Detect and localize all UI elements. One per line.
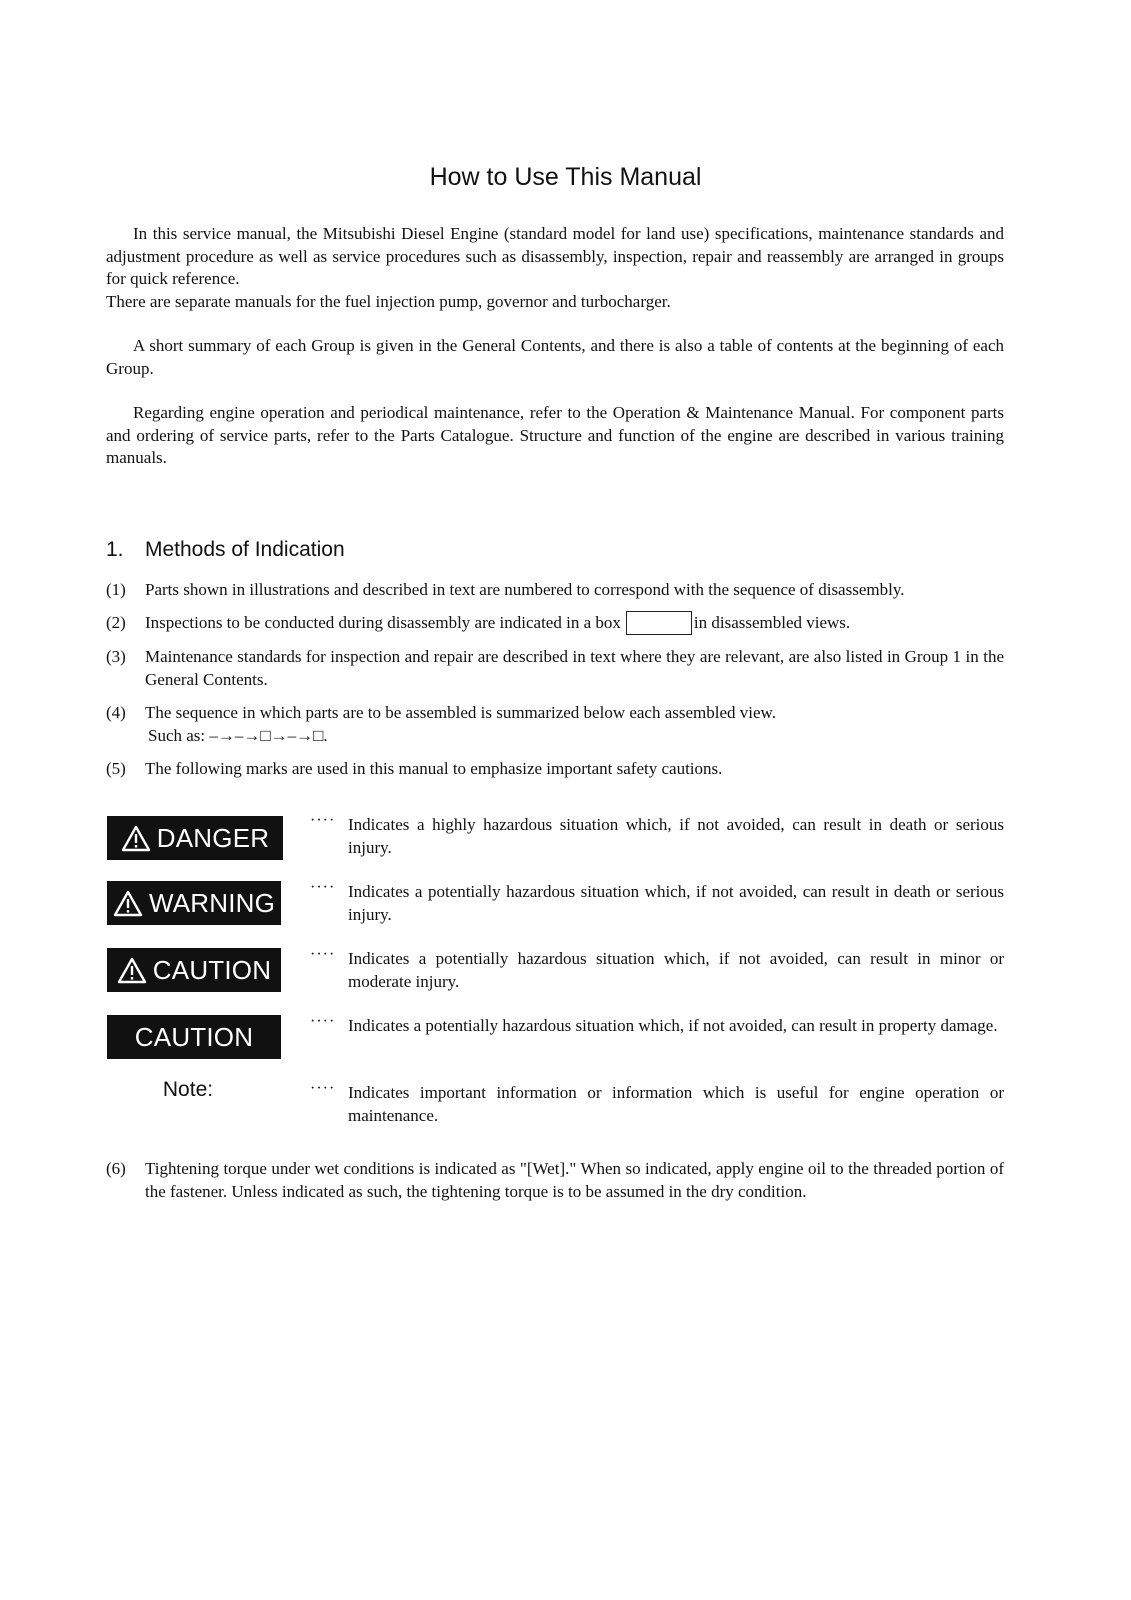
- section-heading: [106, 538, 345, 562]
- leader-dots: ····: [310, 879, 336, 896]
- section-title: Methods of Indication: [145, 538, 345, 561]
- item-text-before: Inspections to be conducted during disassembly are indicated in a box: [145, 613, 621, 632]
- mark-text: Indicates a potentially hazardous situation which, if not avoided, can result in minor or moderate injury.: [348, 949, 1004, 991]
- warning-triangle-icon: [117, 957, 147, 984]
- list-item-1: [106, 579, 1004, 602]
- warning-triangle-icon: [113, 890, 143, 917]
- caution-property-badge: [107, 1015, 281, 1059]
- caution-property-description: [310, 1015, 1004, 1038]
- intro-paragraph-3: Regarding engine operation and periodical maintenance, refer to the Operation & Maintenance Manual. For component parts and ordering of service parts, refer to the Parts Catalogue. Structure and function of the engine are described in various training manuals.: [106, 403, 1004, 467]
- list-item-4: [106, 702, 1004, 747]
- item-number: (4): [106, 703, 126, 722]
- item-number: (1): [106, 580, 126, 599]
- badge-label: CAUTION: [134, 1021, 254, 1052]
- danger-description: [310, 814, 1004, 859]
- badge-label: DANGER: [156, 822, 270, 853]
- list-item-2: [106, 612, 1004, 636]
- list-item-5: [106, 758, 1004, 781]
- caution-badge: [107, 948, 281, 992]
- intro-text-1: In this service manual, the Mitsubishi Diesel Engine (standard model for land use) specifications, maintenance standards and adjustment procedure as well as service procedures such as disassembly, inspection, repair and reassembly are arranged in groups for quick reference.: [106, 224, 1004, 288]
- mark-text: Indicates a potentially hazardous situation which, if not avoided, can result in death or serious injury.: [348, 882, 1004, 924]
- note-label: Note:: [162, 1078, 214, 1101]
- danger-badge: [107, 816, 283, 860]
- intro-text-1b: There are separate manuals for the fuel injection pump, governor and turbocharger.: [106, 291, 671, 311]
- item-number: (6): [106, 1159, 126, 1178]
- badge-label: CAUTION: [152, 954, 272, 985]
- section-number: 1.: [106, 538, 124, 561]
- assembly-sequence: Such as: ‒→‒→□→‒→□.: [148, 725, 328, 745]
- leader-dots: ····: [310, 1013, 336, 1030]
- intro-paragraph-2: A short summary of each Group is given in the General Contents, and there is also a table of contents at the beginning of each Group.: [106, 336, 1004, 378]
- warning-badge: [107, 881, 281, 925]
- item-text: Tightening torque under wet conditions is indicated as "[Wet]." When so indicated, apply engine oil to the threaded portion of the fastener. Unless indicated as such, the tightening torque is to be assumed in the dry condition.: [145, 1159, 1004, 1201]
- leader-dots: ····: [310, 812, 336, 829]
- leader-dots: ····: [310, 946, 336, 963]
- list-item-6: [106, 1158, 1004, 1203]
- item-text: [145, 612, 1004, 636]
- item-text: [145, 702, 1004, 747]
- mark-text: Indicates important information or information which is useful for engine operation or maintenance.: [348, 1083, 1004, 1125]
- item-text-after: in disassembled views.: [693, 613, 851, 632]
- warning-triangle-icon: [121, 825, 151, 852]
- intro-paragraph-1: [106, 223, 1004, 313]
- inspection-box-sample: [626, 611, 692, 635]
- list-item-3: [106, 646, 1004, 691]
- page-title: How to Use This Manual: [429, 163, 702, 191]
- item-number: (3): [106, 647, 126, 666]
- mark-text: Indicates a highly hazardous situation which, if not avoided, can result in death or serious injury.: [348, 815, 1004, 857]
- item-text: Parts shown in illustrations and described in text are numbered to correspond with the sequence of disassembly.: [145, 580, 905, 599]
- badge-label: WARNING: [148, 887, 276, 918]
- caution-description: [310, 948, 1004, 993]
- leader-dots: ····: [310, 1080, 336, 1097]
- warning-description: [310, 881, 1004, 926]
- item-text: The following marks are used in this manual to emphasize important safety cautions.: [145, 759, 723, 778]
- item-text: Maintenance standards for inspection and repair are described in text where they are relevant, are also listed in Group 1 in the General Contents.: [145, 647, 1004, 689]
- item-text-main: The sequence in which parts are to be assembled is summarized below each assembled view.: [145, 703, 776, 722]
- item-number: (5): [106, 759, 126, 778]
- note-description: [310, 1082, 1004, 1127]
- mark-text: Indicates a potentially hazardous situation which, if not avoided, can result in property damage.: [348, 1016, 998, 1035]
- item-number: (2): [106, 613, 126, 632]
